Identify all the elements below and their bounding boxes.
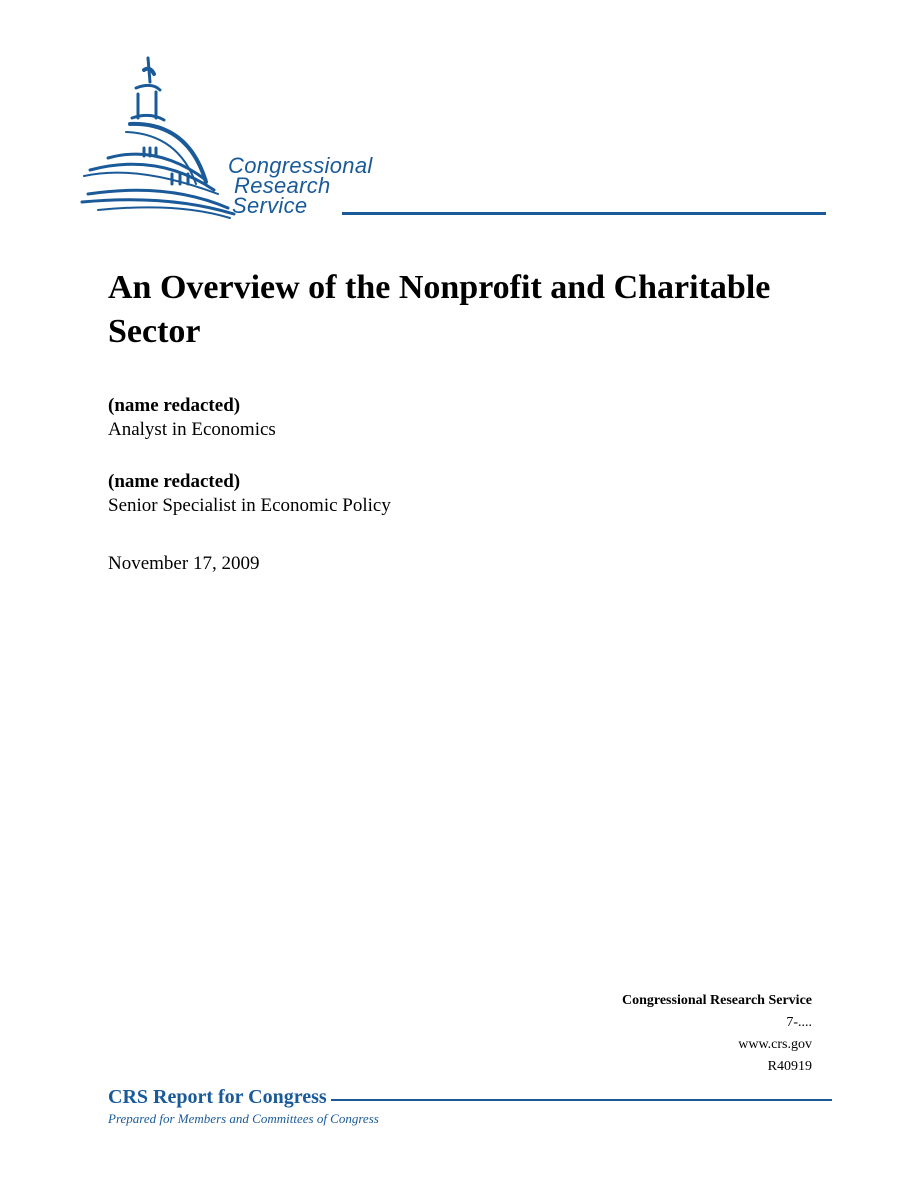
capitol-dome-icon [78, 52, 248, 232]
author-name: (name redacted) [108, 395, 241, 416]
phone-number: 7-.... [786, 1015, 812, 1030]
org-name: Congressional Research Service [621, 993, 812, 1008]
report-title: An Overview of the Nonprofit and Charitable Sector [108, 269, 771, 350]
website-link[interactable]: www.crs.gov [738, 1037, 812, 1052]
logo-wordmark [228, 153, 373, 218]
author-block [108, 470, 391, 518]
author-name: (name redacted) [108, 471, 241, 492]
report-number: R40919 [767, 1059, 812, 1074]
logo-rule [342, 212, 826, 215]
logo-line-research: Research [234, 173, 331, 198]
author-role: Analyst in Economics [108, 419, 276, 440]
crs-logo [78, 52, 838, 232]
prepared-for-line: Prepared for Members and Committees of Congress [108, 1111, 379, 1126]
footer [108, 1086, 832, 1127]
report-date: November 17, 2009 [108, 553, 260, 574]
crs-report-label: CRS Report for Congress [108, 1086, 331, 1108]
logo-line-congressional: Congressional [228, 153, 373, 178]
author-role: Senior Specialist in Economic Policy [108, 495, 391, 516]
author-block [108, 394, 276, 442]
logo-line-service: Service [232, 193, 308, 218]
crs-info-block [622, 990, 812, 1078]
